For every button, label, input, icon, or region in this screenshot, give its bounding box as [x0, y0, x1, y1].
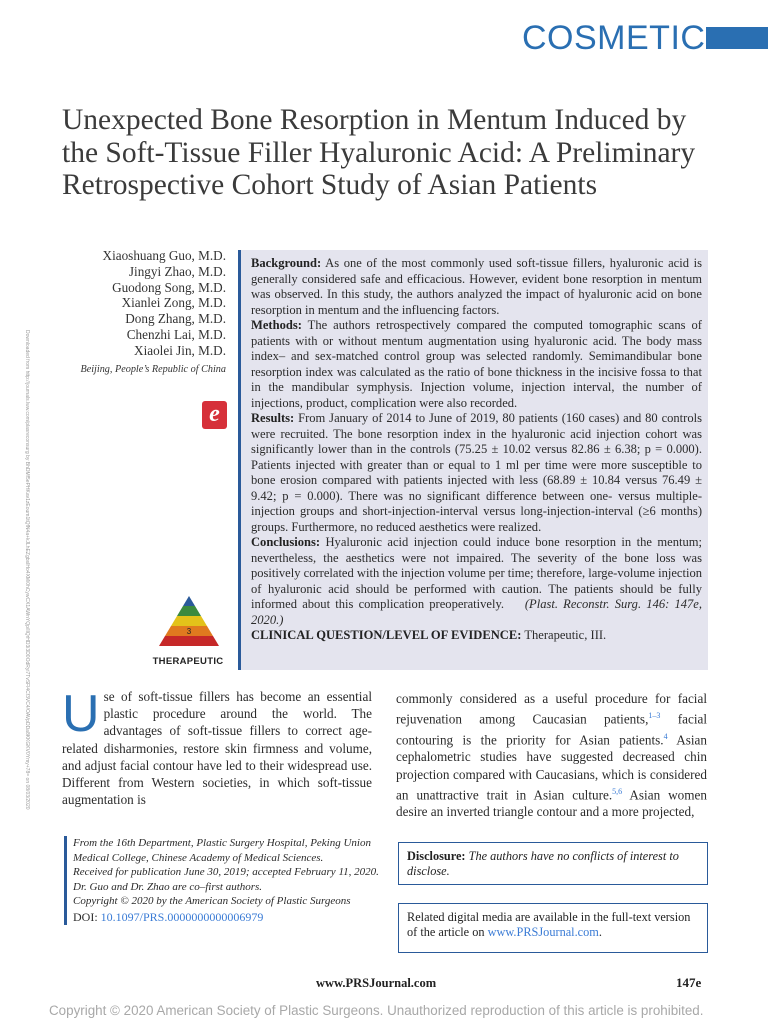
conclusions-label: Conclusions:: [251, 535, 321, 549]
author-list: [60, 248, 226, 359]
abstract-evidence: CLINICAL QUESTION/LEVEL OF EVIDENCE: Therapeutic, III.: [251, 628, 607, 642]
abstract-box: [238, 250, 708, 670]
methods-label: Methods:: [251, 318, 302, 332]
author: Dong Zhang, M.D.: [125, 311, 226, 327]
body-column-left: Use of soft-tissue fillers has become an essential plastic procedure around the world. The advantages of soft-tissue fillers to correct age-related disharmonies, restore skin firmness and volume, and adjust facial contour have led to their widespread use. Different from Western societies, in which soft-tissue augmentation is: [62, 685, 372, 808]
section-bar: [706, 27, 768, 49]
author: Xianlei Zong, M.D.: [121, 295, 226, 311]
footnote-copyright: Copyright © 2020 by the American Society of Plastic Surgeons: [73, 895, 351, 908]
journal-link[interactable]: www.PRSJournal.com: [487, 925, 599, 940]
copyright-notice: Copyright © 2020 American Society of Plastic Surgeons. Unauthorized reproduction of this article is prohibited.: [49, 1003, 704, 1018]
author: Xiaoshuang Guo, M.D.: [102, 248, 226, 263]
page-number: 147e: [676, 975, 702, 990]
doi-link[interactable]: 10.1097/PRS.0000000000006979: [100, 909, 264, 924]
article-title: Unexpected Bone Resorption in Mentum Induced by the Soft-Tissue Filler Hyaluronic Acid: A Preliminary Retrospective Cohort Study of Asian Patients: [62, 104, 696, 201]
section-label: COSMETIC: [522, 19, 706, 57]
footnote-cofirst: Dr. Guo and Dr. Zhao are co–first authors.: [73, 880, 263, 893]
enhanced-content-icon[interactable]: e: [202, 401, 227, 429]
results-label: Results:: [251, 411, 295, 425]
footnote-from: From the 16th Department, Plastic Surgery Hospital, Peking Union Medical College, Chinese Academy of Medical Sciences.: [73, 837, 371, 864]
author-affiliation: Beijing, People’s Republic of China: [80, 364, 226, 375]
author: Xiaolei Jin, M.D.: [134, 342, 226, 358]
doi-line: DOI: 10.1097/PRS.0000000000006979: [73, 909, 264, 924]
reference-link[interactable]: 4: [663, 731, 668, 741]
drop-cap: U: [62, 685, 100, 743]
abstract-background: Background: As one of the most commonly used soft-tissue fillers, hyaluronic acid is generally considered safe and efficacious. However, evident bone resorption in mentum was observed. In this study, the authors analyzed the impact of hyaluronic acid on bone resorption in mentum and the influencing factors.: [251, 256, 702, 317]
abstract-results: Results: From January of 2014 to June of 2019, 80 patients (160 cases) and 80 controls were recruited. The bone resorption index in the hyaluronic acid injection cohort was significantly lower than in the controls (75.25 ± 10.02 versus 82.86 ± 6.38; p = 0.000). Patients injected with greater than or equal to 1 ml per time were more susceptible to bone erosion compared with patients injected with less (68.89 ± 10.84 versus 76.49 ± 9.42; p = 0.000). There was no significant difference between one- versus multiple-injection groups and short-injection-interval versus long-injection-interval (≥6 months) groups. Furthermore, no reduced aesthetics were realized.: [251, 411, 702, 534]
author: Chenzhi Lai, M.D.: [126, 326, 226, 342]
disclosure-label: Disclosure:: [407, 849, 466, 863]
abstract-conclusions: Conclusions: Hyaluronic acid injection could induce bone resorption in the mentum; nevertheless, the aesthetics were not impaired. The severity of the bone loss was positively correlated with the injection volume per time; therefore, large-volume injection of hyaluronic acid should be performed with caution. The patients should be fully informed about this complication preoperatively. (Plast. Reconstr. Surg. 146: 147e, 2020.): [251, 535, 703, 627]
evidence-type-label: THERAPEUTIC: [152, 656, 224, 667]
author: Jingyi Zhao, M.D.: [128, 263, 226, 279]
article-footnotes: [64, 836, 385, 925]
digital-media-box: Related digital media are available in the full-text version of the article on www.PRSJournal.com.: [398, 903, 708, 953]
reference-link[interactable]: 5,6: [612, 786, 623, 796]
download-watermark: Downloaded from http://journals.lww.com/plasreconsurg by BhDMf5ePHKav1zEoum1tQfN4a+kJLhEZgbsIHo4XMi0hCywCX1AWnYQp/IlQrHD3i3D0OdRyi7TvSFl4Cf3VC4/OAVpDDa8KKGKV0Ymy+78= on 08/03/2020: [24, 330, 30, 810]
body-column-right: commonly considered as a useful procedure for facial rejuvenation among Caucasian patients,$^{1-3}$ facial contouring is the priority for Asian patients.$^4$ Asian cephalometric studies have suggested decreased chin projection compared with Caucasians, which is considered an unattractive trait in Asian culture.$^{5,6}$ Asian women desire an inverted triangle contour and a more projected,: [396, 691, 708, 820]
background-label: Background:: [251, 256, 322, 270]
citation: (Plast. Reconstr. Surg. 146: 147e, 2020.): [251, 597, 703, 627]
reference-link[interactable]: 1–3: [648, 711, 661, 721]
evidence-label: CLINICAL QUESTION/LEVEL OF EVIDENCE:: [251, 628, 522, 642]
abstract-methods: Methods: The authors retrospectively compared the computed tomographic scans of patients with or without mentum augmentation using hyaluronic acid. The body mass index– and sex-matched control group was selected randomly. Semimandibular bone resorption index was calculated as the ratio of bone thickness in the incisive fossa to that in the mandibular symphysis. Injection volume, injection interval, the number of injections, product, complication were also recorded.: [251, 318, 702, 410]
footnote-received: Received for publication June 30, 2019; accepted February 11, 2020.: [73, 866, 379, 879]
disclosure-text: The authors have no conflicts of interest to disclose.: [407, 849, 679, 879]
journal-url[interactable]: www.PRSJournal.com: [316, 976, 437, 990]
pyramid-level-text: 3: [186, 627, 192, 636]
author: Guodong Song, M.D.: [112, 279, 226, 295]
disclosure-box: [398, 842, 708, 885]
